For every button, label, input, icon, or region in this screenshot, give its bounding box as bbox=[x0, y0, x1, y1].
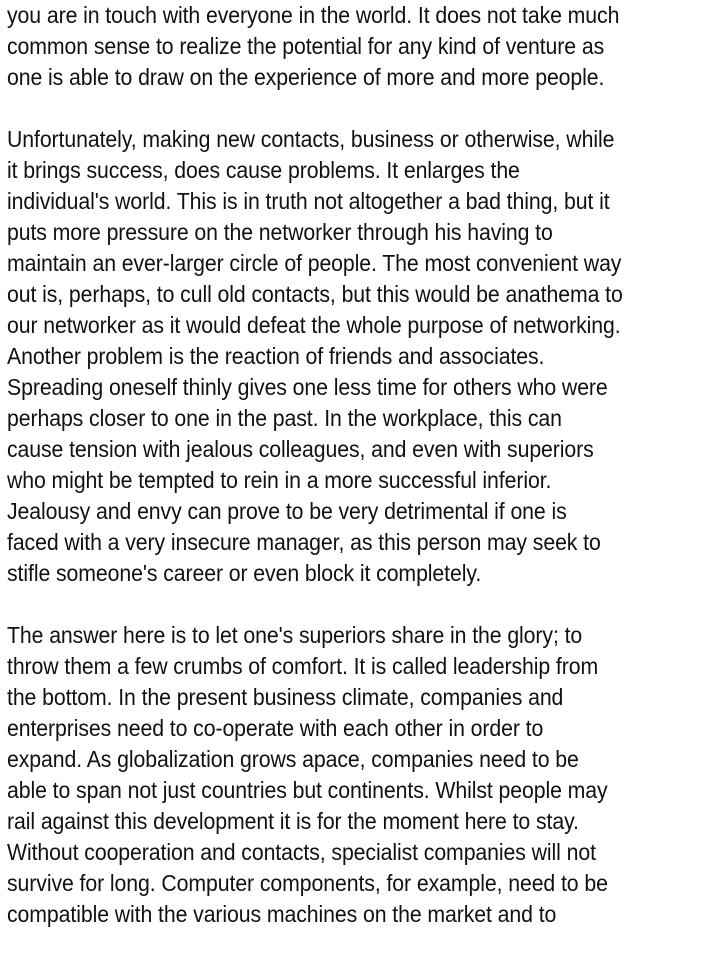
text-line: Unfortunately, making new contacts, business or otherwise, while bbox=[7, 126, 615, 152]
text-line: compatible with the various machines on the market and to bbox=[7, 901, 557, 927]
text-line: survive for long. Computer components, for example, need to be bbox=[7, 870, 608, 896]
text-line: you are in touch with everyone in the world. It does not take much bbox=[7, 2, 620, 28]
text-line: common sense to realize the potential for any kind of venture as bbox=[7, 33, 605, 59]
text-line: who might be tempted to rein in a more successful inferior. bbox=[7, 467, 552, 493]
text-line: Spreading oneself thinly gives one less time for others who were bbox=[7, 374, 608, 400]
document-body bbox=[7, 0, 727, 961]
text-line: The answer here is to let one's superiors share in the glory; to bbox=[7, 622, 583, 648]
text-line: puts more pressure on the networker through his having to bbox=[7, 219, 553, 245]
paragraph-2 bbox=[7, 124, 727, 589]
text-line: it brings success, does cause problems. It enlarges the bbox=[7, 157, 520, 183]
paragraph-3 bbox=[7, 620, 727, 930]
text-line: cause tension with jealous colleagues, and even with superiors bbox=[7, 436, 594, 462]
text-line: faced with a very insecure manager, as this person may seek to bbox=[7, 529, 601, 555]
text-line: expand. As globalization grows apace, companies need to be bbox=[7, 746, 579, 772]
text-line: throw them a few crumbs of comfort. It is called leadership from bbox=[7, 653, 599, 679]
text-line: our networker as it would defeat the whole purpose of networking. bbox=[7, 312, 621, 338]
text-line: perhaps closer to one in the past. In the workplace, this can bbox=[7, 405, 562, 431]
text-line: able to span not just countries but continents. Whilst people may bbox=[7, 777, 608, 803]
text-line: stifle someone's career or even block it completely. bbox=[7, 560, 482, 586]
text-line: the bottom. In the present business climate, companies and bbox=[7, 684, 564, 710]
text-line: Without cooperation and contacts, specialist companies will not bbox=[7, 839, 596, 865]
text-line: individual's world. This is in truth not altogether a bad thing, but it bbox=[7, 188, 610, 214]
text-line: Jealousy and envy can prove to be very detrimental if one is bbox=[7, 498, 567, 524]
text-line: rail against this development it is for the moment here to stay. bbox=[7, 808, 579, 834]
text-line: maintain an ever-larger circle of people. The most convenient way bbox=[7, 250, 622, 276]
paragraph-1 bbox=[7, 0, 727, 93]
text-line: out is, perhaps, to cull old contacts, but this would be anathema to bbox=[7, 281, 623, 307]
text-line: one is able to draw on the experience of more and more people. bbox=[7, 64, 605, 90]
text-line: enterprises need to co-operate with each other in order to bbox=[7, 715, 544, 741]
text-line: Another problem is the reaction of friends and associates. bbox=[7, 343, 545, 369]
